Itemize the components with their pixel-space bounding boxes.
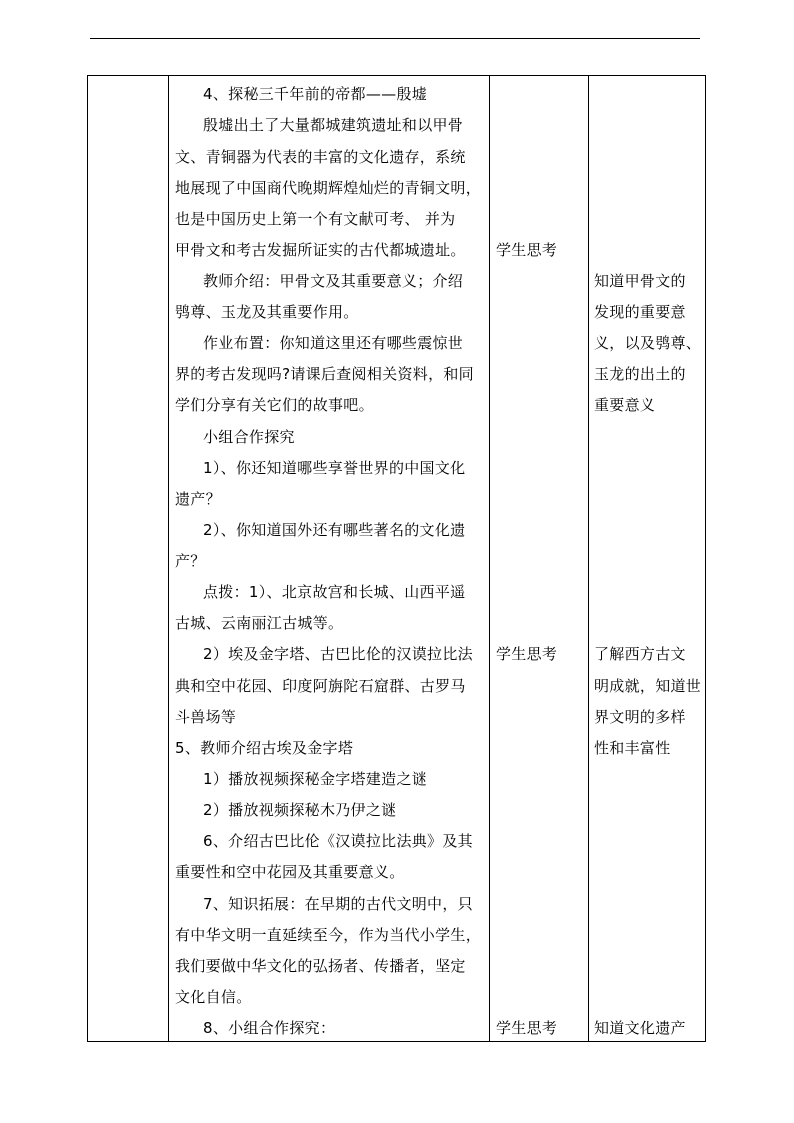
student-activity-text: 学生思考	[496, 1019, 558, 1037]
text-line: 产？	[175, 552, 206, 570]
column-divider-3	[588, 76, 589, 1041]
column-divider-1	[168, 76, 169, 1041]
text-line: 鸮尊、玉龙及其重要作用。	[175, 303, 359, 321]
text-line: 殷墟出土了大量都城建筑遗址和以甲骨	[203, 116, 464, 134]
goal-text: 发现的重要意	[594, 303, 686, 321]
text-line: 界的考古发现吗?请课后查阅相关资料，和同	[175, 365, 474, 383]
text-line: 5、教师介绍古埃及金字塔	[175, 739, 354, 757]
goal-text: 玉龙的出土的	[594, 365, 686, 383]
text-line: 遗产？	[175, 490, 221, 508]
text-line: 地展现了中国商代晚期辉煌灿烂的青铜文明，	[175, 179, 482, 197]
goal-text: 知道甲骨文的	[594, 272, 686, 290]
text-line: 文、青铜器为代表的丰富的文化遗存，系统	[175, 148, 466, 166]
goal-text: 义，以及鸮尊、	[594, 334, 702, 352]
header-rule	[90, 38, 700, 39]
text-line: 4、探秘三千年前的帝都——殷墟	[203, 85, 428, 103]
goal-text: 知道文化遗产	[594, 1019, 686, 1037]
text-line: 斗兽场等	[175, 708, 237, 726]
text-line: 1）、你还知道哪些享誉世界的中国文化	[203, 459, 466, 477]
student-activity-text: 学生思考	[496, 241, 558, 259]
goal-text: 了解西方古文	[594, 645, 686, 663]
text-line: 2）埃及金字塔、古巴比伦的汉谟拉比法	[203, 645, 473, 663]
text-line: 文化自信。	[175, 988, 252, 1006]
text-line: 重要性和空中花园及其重要意义。	[175, 863, 405, 881]
text-line: 6、介绍古巴比伦《汉谟拉比法典》及其	[203, 832, 473, 850]
text-line: 有中华文明一直延续至今，作为当代小学生，	[175, 926, 482, 944]
text-line: 8、小组合作探究：	[203, 1019, 336, 1037]
goal-text: 性和丰富性	[594, 739, 671, 757]
text-line: 2）播放视频探秘木乃伊之谜	[203, 801, 397, 819]
text-line: 作业布置：你知道这里还有哪些震惊世	[203, 334, 464, 352]
text-line: 典和空中花园、印度阿旃陀石窟群、古罗马	[175, 677, 466, 695]
text-line: 古城、云南丽江古城等。	[175, 614, 344, 632]
text-line: 教师介绍：甲骨文及其重要意义；介绍	[203, 272, 464, 290]
text-line: 7、知识拓展：在早期的古代文明中，只	[203, 895, 473, 913]
text-line: 点拨：1）、北京故宫和长城、山西平遥	[203, 583, 466, 601]
column-divider-2	[489, 76, 490, 1041]
text-line: 2）、你知道国外还有哪些著名的文化遗	[203, 521, 466, 539]
goal-text: 重要意义	[594, 396, 656, 414]
student-activity-text: 学生思考	[496, 645, 558, 663]
text-line: 甲骨文和考古发掘所证实的古代都城遗址。	[175, 241, 466, 259]
text-line: 也是中国历史上第一个有文献可考、 并为	[175, 210, 456, 228]
text-line: 我们要做中华文化的弘扬者、传播者，坚定	[175, 957, 466, 975]
text-line: 学们分享有关它们的故事吧。	[175, 396, 374, 414]
goal-text: 明成就，知道世	[594, 677, 702, 695]
text-line: 1）播放视频探秘金字塔建造之谜	[203, 770, 428, 788]
goal-text: 界文明的多样	[594, 708, 686, 726]
text-line: 小组合作探究	[203, 428, 295, 446]
